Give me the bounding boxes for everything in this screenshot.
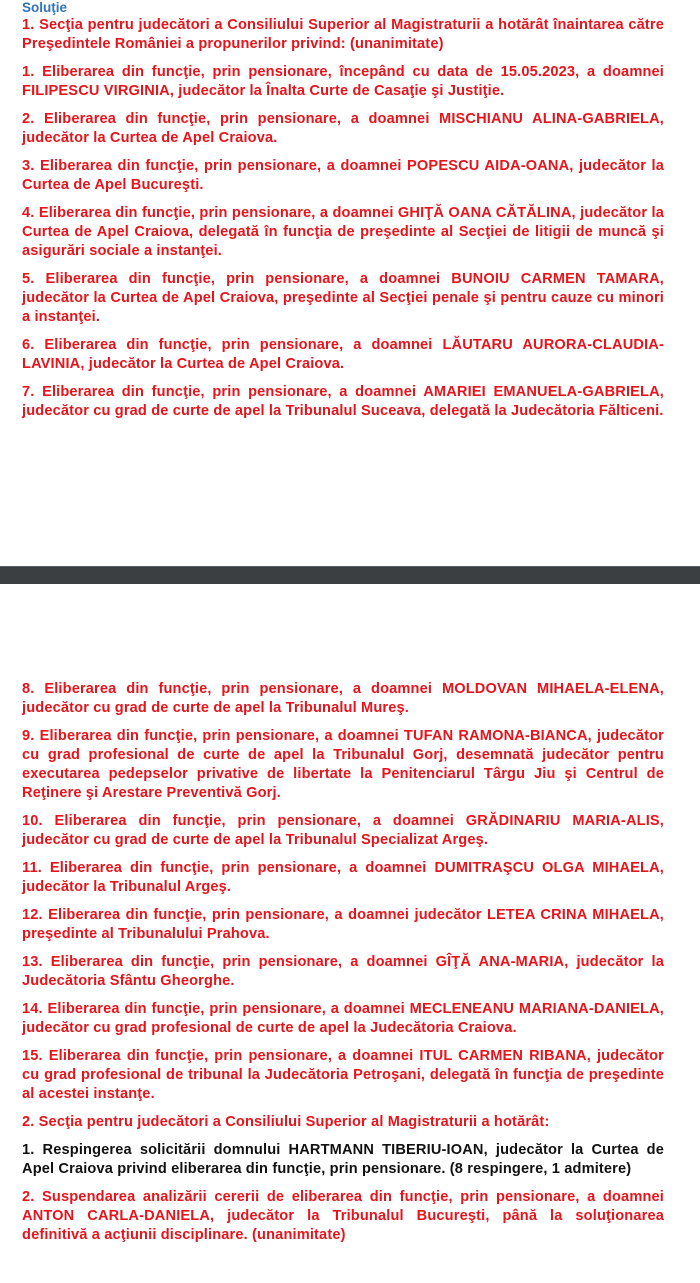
decision-item-8: 8. Eliberarea din funcţie, prin pensionare, a doamnei MOLDOVAN MIHAELA-ELENA, judecător cu grad de curte de apel la Tribunalul Mureş.	[22, 681, 664, 716]
section-2-item-1: 1. Respingerea solicitării domnului HARTMANN TIBERIU-IOAN, judecător la Curtea de Apel Craiova privind eliberarea din funcţie, prin pensionare. (8 respingere, 1 admitere)	[22, 1142, 664, 1177]
document-page-2	[22, 680, 664, 1254]
decision-item-3: 3. Eliberarea din funcţie, prin pensionare, a doamnei POPESCU AIDA-OANA, judecător la Curtea de Apel Bucureşti.	[22, 158, 664, 193]
section-2-intro: 2. Secţia pentru judecători a Consiliului Superior al Magistraturii a hotărât:	[22, 1114, 550, 1130]
decision-item-11: 11. Eliberarea din funcţie, prin pensionare, a doamnei DUMITRAŞCU OLGA MIHAELA, judecător la Tribunalul Argeş.	[22, 860, 664, 895]
section-2-item-2: 2. Suspendarea analizării cererii de eliberarea din funcţie, prin pensionare, a doamnei ANTON CARLA-DANIELA, judecător la Tribunalul Bucureşti, până la soluţionarea definitivă a acţiunii disciplinare. (unanimitate)	[22, 1189, 664, 1243]
decision-item-4: 4. Eliberarea din funcţie, prin pensionare, a doamnei GHIŢĂ OANA CĂTĂLINA, judecător la Curtea de Apel Craiova, delegată în funcţia de preşedinte al Secţiei de litigii de muncă şi asigurări sociale a instanţei.	[22, 205, 664, 259]
decision-item-2: 2. Eliberarea din funcţie, prin pensionare, a doamnei MISCHIANU ALINA-GABRIELA, judecător la Curtea de Apel Craiova.	[22, 111, 664, 146]
decision-item-15: 15. Eliberarea din funcţie, prin pensionare, a doamnei ITUL CARMEN RIBANA, judecător cu grad profesional de tribunal la Judecătoria Petroşani, delegată în funcţia de preşedinte al acestei instanţe.	[22, 1048, 664, 1102]
solution-heading: Soluţie	[22, 0, 68, 15]
decision-item-7: 7. Eliberarea din funcţie, prin pensionare, a doamnei AMARIEI EMANUELA-GABRIELA, judecător cu grad de curte de apel la Tribunalul Suceava, delegată la Judecătoria Fălticeni.	[22, 384, 664, 419]
decision-item-1: 1. Eliberarea din funcţie, prin pensionare, începând cu data de 15.05.2023, a doamnei FILIPESCU VIRGINIA, judecător la Înalta Curte de Casaţie şi Justiţie.	[22, 64, 664, 99]
decision-item-10: 10. Eliberarea din funcţie, prin pensionare, a doamnei GRĂDINARIU MARIA-ALIS, judecător cu grad de curte de apel la Tribunalul Specializat Argeş.	[22, 813, 664, 848]
decision-item-13: 13. Eliberarea din funcţie, prin pensionare, a doamnei GÎŢĂ ANA-MARIA, judecător la Judecătoria Sfântu Gheorghe.	[22, 954, 664, 989]
page-separator	[0, 566, 700, 584]
decision-item-12: 12. Eliberarea din funcţie, prin pensionare, a doamnei judecător LETEA CRINA MIHAELA, preşedinte al Tribunalului Prahova.	[22, 907, 664, 942]
decision-item-14: 14. Eliberarea din funcţie, prin pensionare, a doamnei MECLENEANU MARIANA-DANIELA, judecător cu grad profesional de curte de apel la Judecătoria Craiova.	[22, 1001, 664, 1036]
decision-item-9: 9. Eliberarea din funcţie, prin pensionare, a doamnei TUFAN RAMONA-BIANCA, judecător cu grad profesional de curte de apel la Tribunalul Gorj, desemnată judecător pentru executarea pedepselor privative de libertate la Penitenciarul Târgu Jiu şi Centrul de Reţinere şi Arestare Preventivă Gorj.	[22, 728, 664, 801]
section-1-intro: 1. Secţia pentru judecători a Consiliului Superior al Magistraturii a hotărât înaintarea către Preşedintele României a propunerilor privind: (unanimitate)	[22, 17, 664, 52]
decision-item-6: 6. Eliberarea din funcţie, prin pensionare, a doamnei LĂUTARU AURORA-CLAUDIA-LAVINIA, judecător la Curtea de Apel Craiova.	[22, 337, 664, 372]
decision-item-5: 5. Eliberarea din funcţie, prin pensionare, a doamnei BUNOIU CARMEN TAMARA, judecător la Curtea de Apel Craiova, preşedinte al Secţiei penale şi pentru cauze cu minori a instanţei.	[22, 271, 664, 325]
document-page-1	[22, 0, 664, 430]
